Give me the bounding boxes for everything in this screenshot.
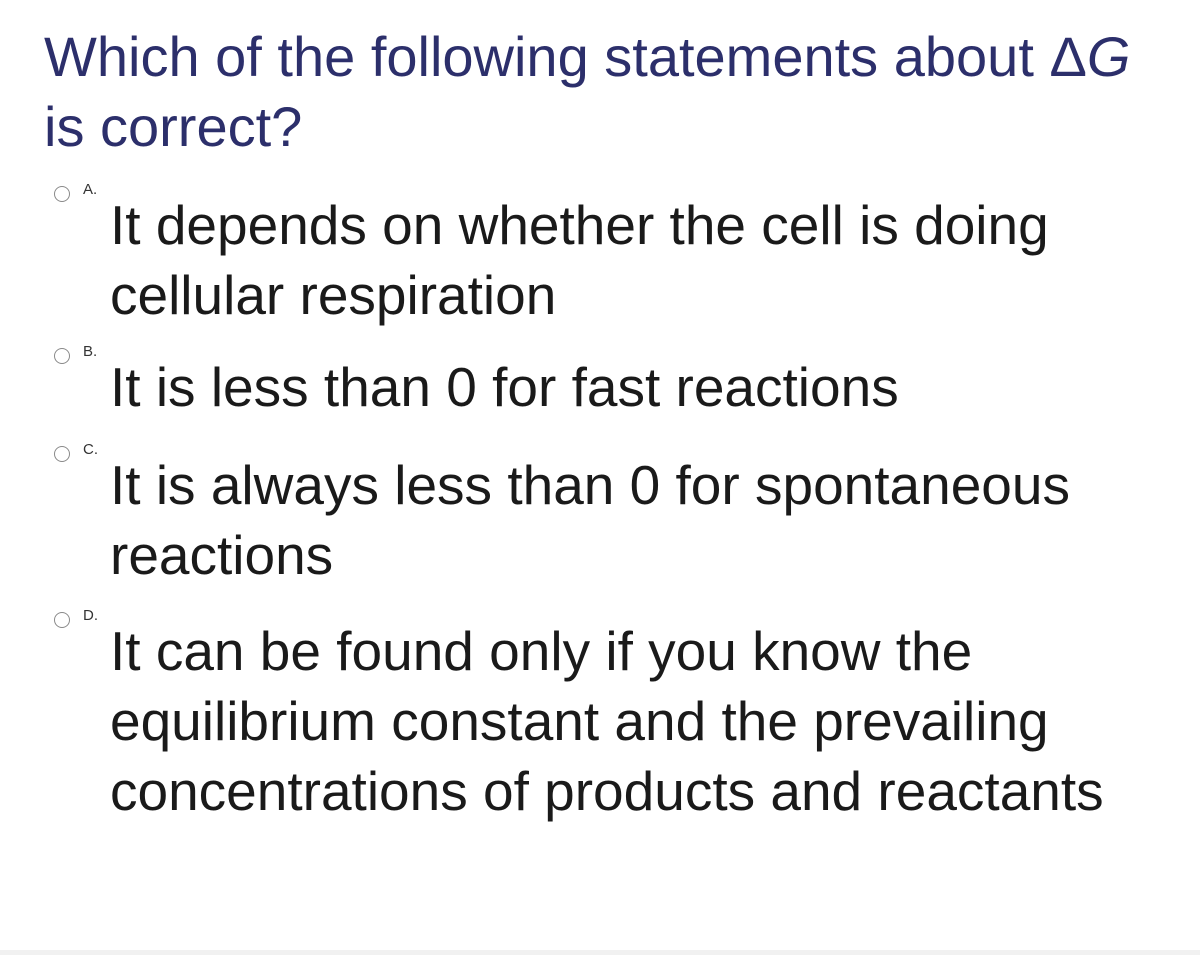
option-letter-a: A.	[83, 181, 98, 198]
option-text-d[interactable]: It can be found only if you know the equilibrium constant and the prevailing concentrations of products and reactants	[110, 620, 1104, 822]
option-text-c[interactable]: It is always less than 0 for spontaneous reactions	[110, 454, 1070, 586]
bottom-divider	[0, 950, 1200, 955]
question-suffix: is correct?	[44, 95, 303, 158]
radio-button-a[interactable]	[54, 186, 70, 202]
radio-button-b[interactable]	[54, 348, 70, 364]
option-letter-b: B.	[83, 343, 98, 360]
question-prefix: Which of the following statements about	[44, 25, 1050, 88]
delta-symbol: Δ	[1049, 25, 1087, 88]
option-letter-d: D.	[83, 607, 98, 624]
radio-button-c[interactable]	[54, 446, 70, 462]
option-letter-c: C.	[83, 441, 98, 458]
radio-button-d[interactable]	[54, 612, 70, 628]
g-variable: G	[1086, 25, 1131, 88]
option-text-a[interactable]: It depends on whether the cell is doing cellular respiration	[110, 194, 1049, 326]
option-text-b[interactable]: It is less than 0 for fast reactions	[110, 356, 899, 418]
question-text	[44, 22, 1144, 162]
